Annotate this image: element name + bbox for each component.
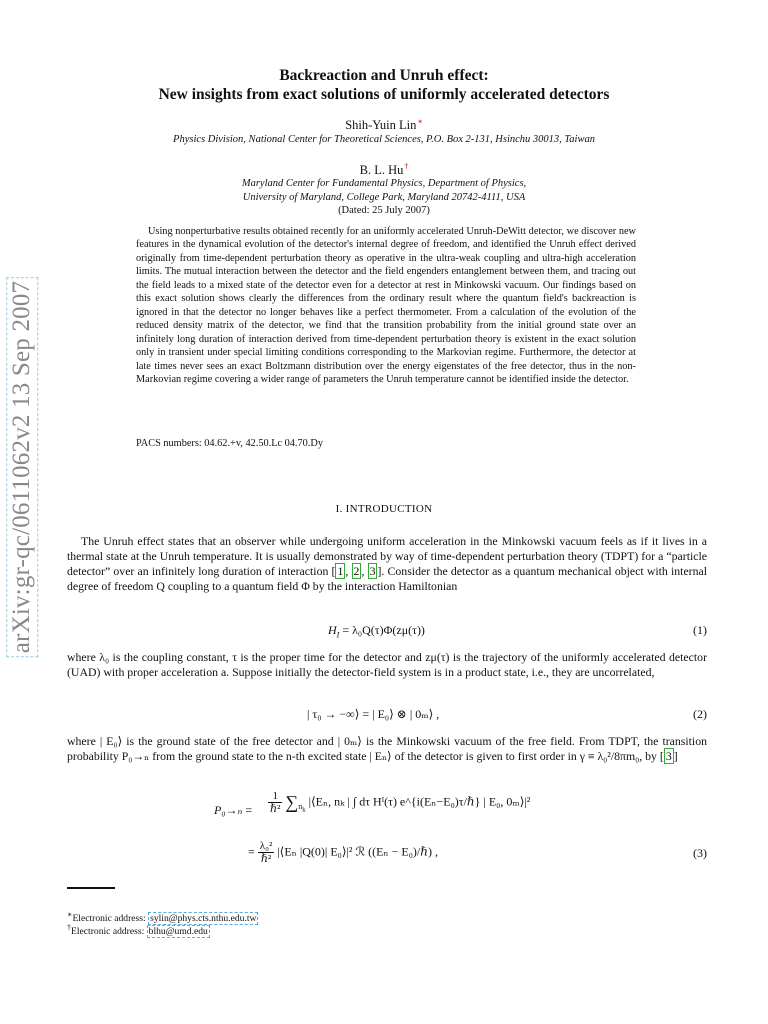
- citation-link-2[interactable]: 2: [353, 564, 360, 578]
- paper-title-line-2: New insights from exact solutions of uniformly accelerated detectors: [158, 86, 610, 103]
- author-1-affiliation: Physics Division, National Center for Theoretical Sciences, P.O. Box 2-131, Hsinchu 30013, Taiwan: [173, 134, 595, 145]
- abstract: Using nonperturbative results obtained recently for an uniformly accelerated Unruh-DeWitt detector, we discover new features in the dynamical evolution of the detector's internal degree of freedom, and identified the Unruh effect derived originally from time-dependent perturbation theory as operative in the ultra-weak coupling and ultra-high acceleration limits. The mutual interaction between the detector and the field engenders entanglement between them, and tracing out the field leads to a mixed state of the detector even for a detector at rest in Minkowski vacuum. Our findings based on this exact solution shows clearly the differences from the ordinary result where the quantum field's backreaction is ignored in that the detector no longer behaves like a perfect thermometer. From a calculation of the evolution of the reduced density matrix of the detector, we find that the transition probability from the initial ground state over an infinitely long duration of interaction derived from time-dependent perturbation theory is existent in the exact solution only in transient under special limiting conditions corresponding to the Markovian regime. Furthermore, the detector at late times never sees an exact Boltzmann distribution over the energy eigenstates of the free detector, thus in the non-Markovian regime covering a wider range of parameters the Unruh temperature cannot be identified inside the detector.: [136, 226, 636, 385]
- author-1-name: Shih-Yuin Lin: [345, 118, 417, 133]
- author-1-footnote-link[interactable]: ∗: [417, 117, 423, 126]
- equation-1: $H_I = \lambda_0Q(\tau)\Phi(z\mu(\tau))$: [328, 623, 425, 640]
- footnote-2: [67, 922, 210, 938]
- equation-3-line-1: $\frac{1}{\text{ℏ²}}$ $\sum_{n_k}$ |⟨Eₙ, nₖ | ∫ dτ Hᴵ(τ) e^{i(Eₙ−E₀)τ/ℏ} | E₀, 0ₘ⟩|²: [270, 790, 531, 815]
- equation-3-lhs: P₀→ₙ =: [214, 803, 253, 817]
- dated-line: (Dated: 25 July 2007): [338, 205, 430, 216]
- author-1: [0, 117, 768, 133]
- paper-title-line-1: Backreaction and Unruh effect:: [279, 67, 489, 84]
- equation-3-line-2: = $\frac{\text{λ₀²}}{\text{ℏ²}}$ |⟨Eₙ |Q(0)| E₀⟩|² ℛ ((Eₙ − E₀)/ℏ) ,: [248, 840, 438, 865]
- equation-3-number: (3): [693, 846, 707, 860]
- equation-1-lhs: H: [328, 623, 337, 637]
- footnote-1-label: Electronic address:: [72, 913, 149, 925]
- intro-paragraph-1-tail: ]. Consider the detector as a quantum mechanical object with internal degree of freedom Q coupling to a quantum field Φ by the interaction Hamiltonian: [67, 564, 708, 593]
- equation-3-line-1-body: |⟨Eₙ, nₖ | ∫ dτ Hᴵ(τ) e^{i(Eₙ−E₀)τ/ℏ} | E₀, 0ₘ⟩|²: [308, 794, 531, 809]
- footnote-1-email-link[interactable]: sylin@phys.cts.nthu.edu.tw: [150, 913, 257, 925]
- footnote-2-label: Electronic address:: [71, 926, 147, 938]
- pacs-numbers: PACS numbers: 04.62.+v, 42.50.Lc 04.70.Dy: [136, 438, 323, 449]
- equation-1-rhs: = λ₀Q(τ)Φ(zμ(τ)): [339, 623, 425, 637]
- intro-paragraph-1-text: The Unruh effect states that an observer while undergoing uniform acceleration in the Minkowski vacuum feels as if it lives in a thermal state at the Unruh temperature. It is usually demonstrated by way of time-dependent perturbation theory (TDPT) for a “particle detector” over an infinitely long duration of interaction [: [67, 534, 707, 578]
- footnote-rule: [67, 887, 115, 889]
- intro-paragraph-1: The Unruh effect states that an observer while undergoing uniform acceleration in the Minkowski vacuum feels as if it lives in a thermal state at the Unruh temperature. It is usually demonstrated by way of time-dependent perturbation theory (TDPT) for a “particle detector” over an infinitely long duration of interaction [ 1 , 2 , 3 ]. Consider the detector as a quantum mechanical object with internal degree of freedom Q coupling to a quantum field Φ by the interaction Hamiltonian: [67, 534, 708, 593]
- equation-1-number: (1): [693, 623, 707, 637]
- author-2-footnote-link[interactable]: †: [404, 162, 409, 171]
- intro-paragraph-3-text: where | E₀⟩ is the ground state of the free detector and | 0ₘ⟩ is the Minkowski vacuum of the free field. From TDPT, the transition probability P₀→ₙ from the ground state to the n-th excited state | Eₙ⟩ of the detector is given to first order in γ ≡ λ₀²/8πm₀, by [: [67, 734, 707, 763]
- equation-2: | τ₀ → −∞⟩ = | E₀⟩ ⊗ | 0ₘ⟩ ,: [307, 707, 440, 721]
- intro-paragraph-2: where λ₀ is the coupling constant, τ is the proper time for the detector and zμ(τ) is the trajectory of the uniformly accelerated detector (UAD) with proper acceleration a. Suppose initially the detector-field system is in a product state, i.e., they are uncorrelated,: [67, 650, 707, 679]
- intro-paragraph-3: [67, 734, 707, 764]
- intro-paragraph-3-tail: ]: [673, 749, 678, 763]
- author-2-affiliation-line-2: University of Maryland, College Park, Maryland 20742-4111, USA: [242, 192, 526, 203]
- equation-2-number: (2): [693, 707, 707, 721]
- author-2-name: B. L. Hu: [359, 163, 404, 178]
- author-2: [0, 162, 768, 178]
- equation-3-line-2-body: |⟨Eₙ |Q(0)| E₀⟩|² ℛ ((Eₙ − E₀)/ℏ) ,: [277, 844, 438, 859]
- author-2-affiliation-line-1: Maryland Center for Fundamental Physics, Department of Physics,: [241, 178, 527, 189]
- equation-3-lhs-symbol: P₀→ₙ: [214, 803, 243, 817]
- footnote-1-mark: ∗: [67, 910, 73, 919]
- arxiv-sidebar-stamp[interactable]: [2, 262, 42, 672]
- arxiv-id-link[interactable]: arXiv:gr-qc/0611062v2 13 Sep 2007: [6, 277, 38, 657]
- section-heading-introduction: I. INTRODUCTION: [335, 503, 433, 515]
- citation-link-3[interactable]: 3: [369, 564, 376, 578]
- footnote-2-email-link[interactable]: blhu@umd.edu: [148, 926, 208, 938]
- footnote-2-mark: †: [67, 923, 71, 932]
- citation-link-3b[interactable]: 3: [665, 749, 672, 763]
- citation-link-1[interactable]: 1: [337, 564, 344, 578]
